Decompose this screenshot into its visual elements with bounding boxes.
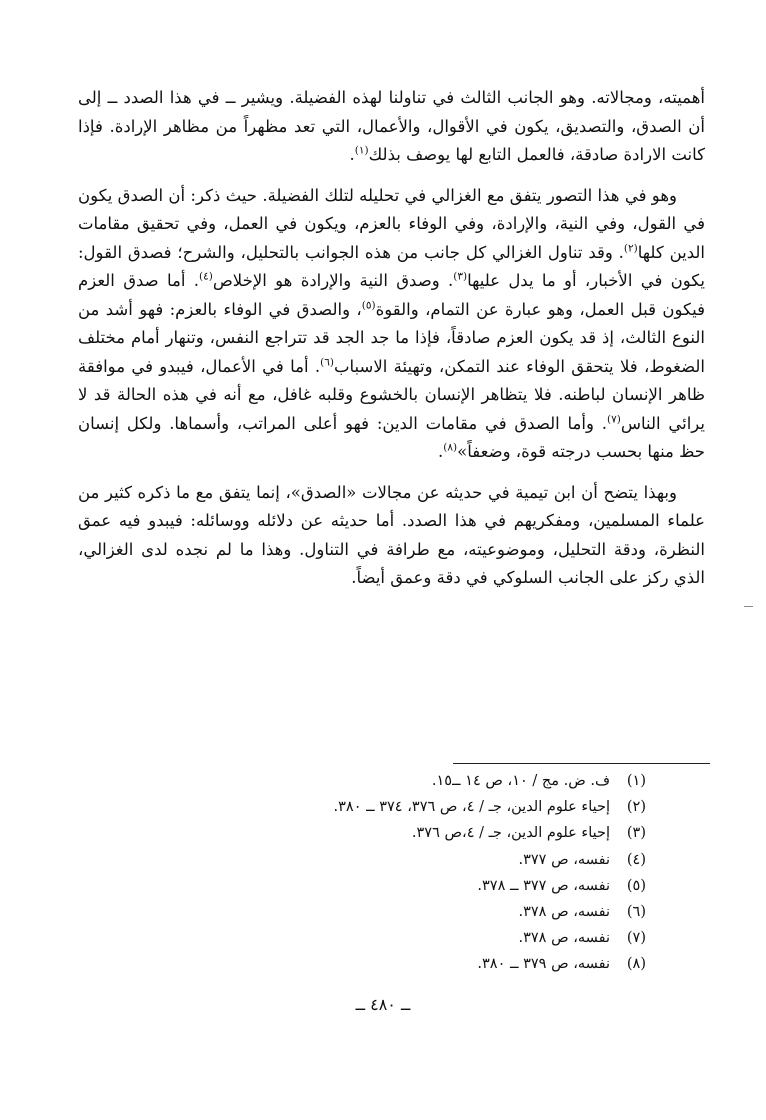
footnote-number: (٥)	[626, 877, 646, 894]
paragraph	[78, 182, 705, 467]
footnote-reference: (٧)	[606, 413, 621, 425]
footnote-text: نفسه، ص ٣٧٧ ــ ٣٧٨.	[477, 877, 610, 894]
paragraph-text: .	[349, 145, 355, 164]
footnote-reference: (٥)	[361, 299, 376, 311]
paragraph-text: أهميته، ومجالاته. وهو الجانب الثالث في تناولنا لهذه الفضيلة. ويشير ــ في هذا الصدد ــ إلى أن الصدق، والتصديق، يكون في الأقوال، والأعمال، التي تعد مظهراً من مظاهر الإرادة. فإذا كانت الارادة صادقة، فالعمل التابع لها يوصف بذلك	[78, 88, 705, 164]
footnote-reference: (١)	[354, 144, 369, 157]
paragraph	[78, 84, 705, 170]
paragraph-text: ، والصدق في الوفاء بالعزم: فهو أشد من النوع الثالث، إذ قد يكون العزم صادقاً، فإذا ما جد الجد قد تتراجع النفس، وتنهار أمام مختلف الضغوط، فلا يتحقق الوفاء عند التمكن، وتهيئة الاسباب	[78, 299, 705, 376]
footnote-reference: (٤)	[199, 270, 213, 283]
footnote-separator	[453, 763, 710, 764]
footnote-number: (١)	[626, 773, 646, 789]
footnote-text: ف. ض. مج / ١٠، ص ١٤ ــ١٥.	[431, 773, 610, 789]
footnote-number: (٣)	[626, 825, 646, 842]
footnote-reference: (٨)	[443, 441, 458, 454]
paragraph-text: . أما صدق العزم فيكون قبل العمل، وهو عبارة عن التمام، والقوة	[78, 271, 705, 319]
paragraph-text: وبهذا يتضح أن ابن تيمية في حديثه عن مجالات «الصدق»، إنما يتفق مع ما ذكره كثير من علماء المسلمين، ومفكريهم في هذا الصدد. أما حديثه عن دلائله ووسائله: فيبدو فيه عمق النظرة، ودقة التحليل، وموضوعيته، مع طرافة في التناول. وهذا ما لم نجده لدى الغزالي، الذي ركز على الجانب السلوكي في دقة وعمق أيضاً.	[78, 482, 705, 587]
paragraph	[78, 479, 705, 593]
footnotes-list	[200, 768, 646, 978]
footnote-item	[200, 951, 646, 977]
margin-mark	[744, 606, 753, 607]
paragraph-text: . أما في الأعمال، فيبدو في موافقة ظاهر الإنسان لباطنه. فلا يتظاهر الإنسان بالخشوع وقلبه غافل، مع أنه في هذه الحالة قد لا يرائي الناس	[78, 356, 706, 433]
paragraph-text: . وأما الصدق في مقامات الدين: فهو أعلى المراتب، وأسماها. ولكل إنسان حظ منها بحسب درجته قوة، وضعفاً»	[78, 413, 705, 461]
footnote-item	[200, 873, 646, 899]
footnote-item	[200, 847, 646, 873]
footnote-number: (٤)	[626, 851, 646, 868]
paragraph-text: . وقد تناول الغزالي كل جانب من هذه الجوانب بالتحليل، والشرح؛ فصدق القول: يكون في الأخبار، أو ما يدل عليها	[78, 242, 706, 290]
footnote-text: نفسه، ص ٣٧٩ ــ ٣٨٠.	[477, 956, 610, 973]
footnote-reference: (٣)	[453, 270, 468, 283]
footnote-reference: (٢)	[623, 242, 638, 254]
footnote-text: نفسه، ص ٣٧٨.	[518, 904, 610, 921]
paragraph-text: وهو في هذا التصور يتفق مع الغزالي في تحليله لتلك الفضيلة. حيث ذكر: أن الصدق يكون في القول، وفي النية، والإرادة، وفي الوفاء بالعزم، ويكون في العمل، وفي تحقيق مقامات الدين كلها	[78, 185, 705, 262]
footnote-item	[200, 820, 646, 846]
footnote-number: (٢)	[626, 799, 646, 816]
footnote-number: (٨)	[626, 956, 646, 973]
footnote-item	[200, 794, 646, 820]
footnote-item	[200, 768, 646, 794]
page-number: ــ ٤٨٠ ــ	[355, 995, 411, 1014]
footnote-text: نفسه، ص ٣٧٨.	[518, 930, 610, 947]
footnote-text: نفسه، ص ٣٧٧.	[518, 851, 610, 868]
footnote-reference: (٦)	[320, 356, 334, 368]
footnote-text: إحياء علوم الدين، جـ / ٤، ص ٣٧٦، ٣٧٤ ــ ٣٨٠.	[333, 799, 610, 816]
paragraph-text: . وصدق النية والإرادة هو الإخلاص	[212, 271, 454, 290]
footnote-number: (٧)	[626, 930, 646, 947]
paragraph-text: .	[438, 442, 444, 461]
footnote-text: إحياء علوم الدين، جـ / ٤،ص ٣٧٦.	[411, 825, 610, 842]
body-text	[78, 84, 705, 605]
footnote-item	[200, 925, 646, 951]
footnote-number: (٦)	[626, 904, 646, 921]
footnote-item	[200, 899, 646, 925]
